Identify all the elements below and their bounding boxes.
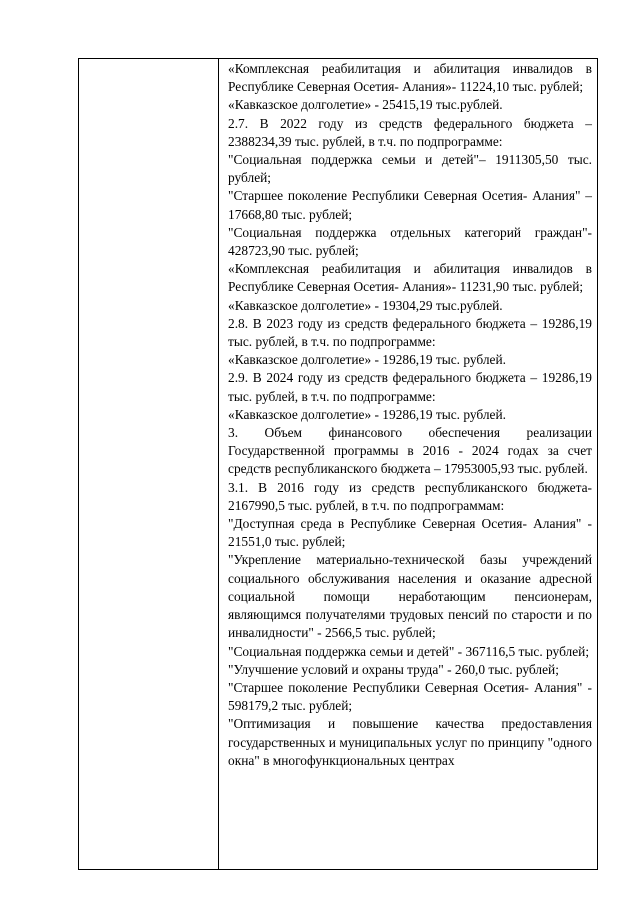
paragraph: «Кавказское долголетие» - 19304,29 тыс.рублей.	[228, 297, 503, 313]
paragraph: «Комплексная реабилитация и абилитация инвалидов в Республике Северная Осетия- Алания»- 11231,90 тыс. рублей;	[228, 261, 592, 295]
paragraph: 2.7. В 2022 году из средств федерального бюджета – 2388234,39 тыс. рублей, в т.ч. по подпрограмме:	[228, 115, 592, 149]
column-divider	[218, 58, 219, 870]
table-right-cell	[228, 60, 592, 770]
paragraph: "Социальная поддержка семьи и детей" - 367116,5 тыс. рублей;	[228, 643, 590, 659]
paragraph: "Доступная среда в Республике Северная Осетия- Алания" - 21551,0 тыс. рублей;	[228, 516, 592, 550]
paragraph: 3.1. В 2016 году из средств республиканского бюджета- 2167990,5 тыс. рублей, в т.ч. по подпрограммам:	[228, 479, 592, 513]
paragraph: "Укрепление материально-технической базы учреждений социального обслуживания населения и оказание адресной социальной помощи неработающим пенсионерам, являющимся получателями трудовых пенсий по старости и по инвалидности" - 2566,5 тыс. рублей;	[228, 552, 592, 641]
paragraph: «Кавказское долголетие» - 19286,19 тыс. рублей.	[228, 352, 507, 368]
paragraph: 2.8. В 2023 году из средств федерального бюджета – 19286,19 тыс. рублей, в т.ч. по подпрограмме:	[228, 315, 592, 350]
paragraph: "Социальная поддержка отдельных категорий граждан"- 428723,90 тыс. рублей;	[228, 224, 592, 259]
paragraph: "Оптимизация и повышение качества предоставления государственных и муниципальных услуг по принципу "одного окна" в многофункциональных центрах	[228, 716, 592, 768]
paragraph: «Кавказское долголетие» - 25415,19 тыс.рублей.	[228, 97, 503, 113]
paragraph: «Комплексная реабилитация и абилитация инвалидов в Республике Северная Осетия- Алания»- 11224,10 тыс. рублей;	[228, 61, 592, 95]
paragraph: «Кавказское долголетие» - 19286,19 тыс. рублей.	[228, 406, 507, 422]
paragraph: "Улучшение условий и охраны труда" - 260,0 тыс. рублей;	[228, 661, 559, 677]
paragraph: "Старшее поколение Республики Северная Осетия- Алания" – 17668,80 тыс. рублей;	[228, 188, 592, 222]
paragraph: 3. Объем финансового обеспечения реализации Государственной программы в 2016 - 2024 годах за счет средств республиканского бюджета – 17953005,93 тыс. рублей.	[228, 425, 592, 477]
paragraph: "Социальная поддержка семьи и детей"– 1911305,50 тыс. рублей;	[228, 152, 592, 186]
paragraph: 2.9. В 2024 году из средств федерального бюджета – 19286,19 тыс. рублей, в т.ч. по подпрограмме:	[228, 370, 592, 404]
paragraph: "Старшее поколение Республики Северная Осетия- Алания" - 598179,2 тыс. рублей;	[228, 679, 592, 714]
